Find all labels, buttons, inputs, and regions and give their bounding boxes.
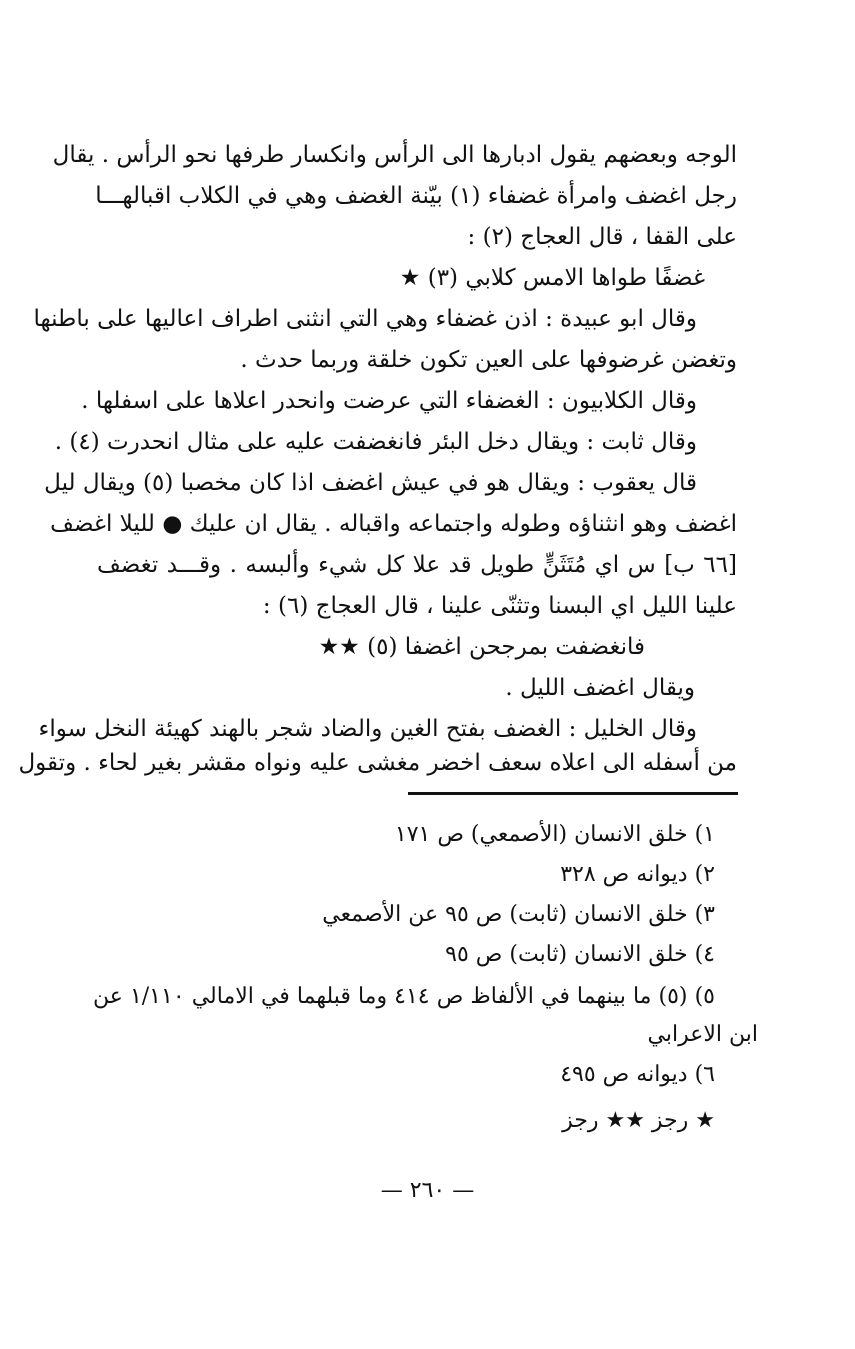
footnote-item: ٢) ديوانه ص ٣٢٨ (560, 862, 715, 887)
body-line: وقال الخليل : الغضف بفتح الغين والضاد شجر بالهند كهيئة النخل سواء (38, 716, 697, 742)
body-line: الوجه وبعضهم يقول ادبارها الى الرأس وانكسار طرفها نحو الرأس . يقال (52, 142, 737, 168)
footnote-item: ٦) ديوانه ص ٤٩٥ (560, 1062, 715, 1087)
footnote-divider (408, 792, 738, 795)
footnote-item: ٣) خلق الانسان (ثابت) ص ٩٥ عن الأصمعي (322, 902, 715, 927)
body-line: [٦٦ ب] س اي مُتَثَنٍّ طويل قد علا كل شيء وألبسه . وقـــد تغضف (97, 552, 737, 578)
body-line: وتغضن غرضوفها على العين تكون خلقة وربما حدث . (240, 347, 737, 373)
body-line: رجل اغضف وامرأة غضفاء (١) بيّنة الغضف وهي في الكلاب اقبالهـــا (95, 183, 737, 209)
body-line: علينا الليل اي البسنا وتثنّى علينا ، قال العجاج (٦) : (262, 593, 737, 619)
verse-line: غضفًا طواها الامس كلابي (٣) ★ (399, 265, 705, 291)
body-line: قال يعقوب : ويقال هو في عيش اغضف اذا كان مخصبا (٥) ويقال ليل (44, 470, 697, 496)
body-line: على القفا ، قال العجاج (٢) : (467, 224, 737, 250)
body-line: اغضف وهو انثناؤه وطوله واجتماعه واقباله . يقال ان عليك ● لليلا اغضف (50, 511, 737, 537)
body-line: من أسفله الى اعلاه سعف اخضر مغشى عليه ونواه مقشر بغير لحاء . وتقول (18, 750, 737, 776)
body-line: ويقال اغضف الليل . (505, 675, 695, 701)
page-number: — ٢٦٠ — (380, 1178, 475, 1203)
footnote-item: ١) خلق الانسان (الأصمعي) ص ١٧١ (394, 822, 715, 847)
verse-line: فانغضفت بمرجحن اغضفا (٥) ★★ (318, 634, 645, 660)
footnote-item: ٤) خلق الانسان (ثابت) ص ٩٥ (445, 942, 715, 967)
footnote-continuation: ابن الاعرابي (647, 1022, 758, 1047)
meter-note: ★ رجز ★★ رجز (562, 1108, 715, 1133)
body-line: وقال الكلابيون : الغضفاء التي عرضت وانحدر اعلاها على اسفلها . (81, 388, 697, 414)
body-line: وقال ابو عبيدة : اذن غضفاء وهي التي انثنى اطراف اعاليها على باطنها (33, 306, 697, 332)
footnote-item: ٥) (٥) ما بينهما في الألفاظ ص ٤١٤ وما قبلهما في الامالي ١/١١٠ عن (93, 984, 715, 1009)
body-line: وقال ثابت : ويقال دخل البئر فانغضفت عليه على مثال انحدرت (٤) . (54, 429, 697, 455)
